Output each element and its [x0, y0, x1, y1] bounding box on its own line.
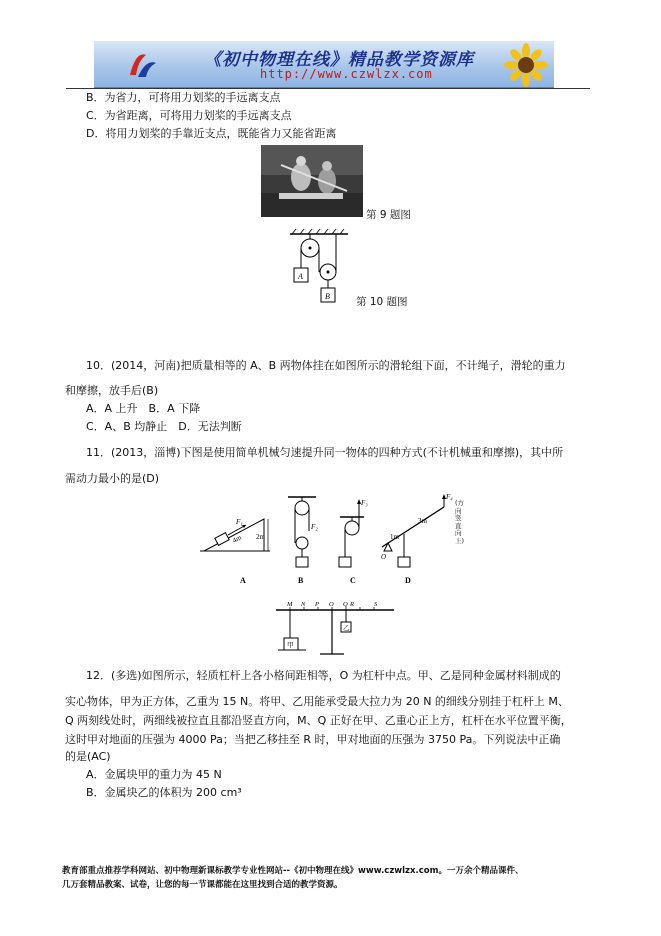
q10-stem-line1: 10．(2014，河南)把质量相等的 A、B 两物体挂在如图所示的滑轮组下面，不计绳子，滑轮的重力: [86, 359, 566, 372]
figure-10-caption: 第 10 题图: [356, 296, 408, 308]
q11-stem-line2: 需动力最小的是(D): [65, 472, 160, 485]
panel-c-fixed-pulley: [339, 499, 368, 567]
panel-label-d: D: [405, 576, 411, 585]
scale-label-s: S: [374, 601, 378, 608]
footer-line2: 几万套精品教案、试卷，让您的每一节课都能在这里找到合适的教学资源。: [62, 880, 343, 890]
scale-label-n: N: [301, 601, 306, 608]
rowing-photo: [261, 145, 363, 217]
header-banner: [94, 41, 554, 88]
banner-title: 《初中物理在线》精品教学资源库: [204, 50, 474, 70]
label-f2: F₂: [311, 523, 318, 531]
panel-a-incline: [200, 518, 270, 551]
label-f4: F₄: [446, 493, 453, 501]
banner-url[interactable]: http://www.czwlzx.com: [260, 67, 433, 81]
label-direction-note: (方向竖直向上): [455, 499, 465, 545]
q12-stem-line5: 的是(AC): [65, 750, 111, 763]
label-1m: 1m: [390, 533, 399, 541]
label-2m: 2m: [256, 533, 265, 541]
label-f3: F₃: [361, 499, 368, 507]
q12-stem-line2: 实心物体，甲为正方体，乙重为 15 N。将甲、乙用能承受最大拉力为 20 N 的细线分别挂于杠杆上 M、: [65, 695, 569, 708]
panel-d-lever: [381, 493, 453, 567]
scale-label-p: P: [315, 601, 319, 608]
scale-label-r: R: [350, 601, 354, 608]
q12-stem-line3: Q 两刻线处时，两细线被拉直且都沿竖直方向，M、Q 正好在甲、乙重心正上方，杠杆在水平位置平衡，: [65, 714, 572, 727]
q12-stem-line4: 这时甲对地面的压强为 4000 Pa；当把乙移挂至 R 时，甲对地面的压强为 3750 Pa。下列说法中正确: [65, 733, 561, 746]
panel-label-c: C: [350, 576, 356, 585]
label-4m: 4m: [231, 533, 243, 545]
panel-label-b: B: [298, 576, 304, 585]
q10-options-cd: C．A、B 均静止 D．无法判断: [86, 420, 242, 433]
site-logo: [124, 45, 162, 83]
lever-diagram-q12: [270, 600, 398, 658]
pulley-diagram-q10: [286, 226, 352, 308]
scale-label-o: O: [329, 601, 334, 608]
panel-label-a: A: [240, 576, 246, 585]
q12-stem-line1: 12．(多选)如图所示，轻质杠杆上各小格间距相等，O 为杠杆中点。甲、乙是同种金属材料制成的: [86, 669, 561, 682]
simple-machines-diagram-q11: [200, 491, 465, 589]
panel-b-pulley-block: [288, 497, 318, 567]
block-jia-label: 甲: [287, 642, 294, 649]
q10-options-ab: A．A 上升 B．A 下降: [86, 402, 201, 415]
footer-line1: 教育部重点推荐学科网站、初中物理新课标教学专业性网站--《初中物理在线》www.czwlzx.com。一万余个精品课件、: [62, 866, 524, 876]
q9-option-c: C．为省距离，可将用力划桨的手远离支点: [86, 109, 292, 122]
block-b-label: B: [325, 292, 330, 301]
q10-stem-line2: 和摩擦，放手后(B): [65, 384, 159, 397]
sunflower-image: [504, 43, 548, 87]
q9-option-d: D．将用力划桨的手靠近支点，既能省力又能省距离: [86, 127, 337, 140]
q12-option-a: A．金属块甲的重力为 45 N: [86, 768, 222, 781]
block-a-label: A: [298, 272, 303, 281]
scale-label-m: M: [287, 601, 293, 608]
label-f1: F₁: [236, 518, 243, 526]
label-pivot-o: O: [381, 553, 387, 561]
scale-label-q: Q: [343, 601, 348, 608]
label-3m: 3m: [418, 517, 427, 525]
q9-option-b: B．为省力，可将用力划桨的手远离支点: [86, 91, 281, 104]
header-divider: [66, 88, 590, 89]
q11-stem-line1: 11．(2013，淄博)下图是使用简单机械匀速提升同一物体的四种方式(不计机械重和摩擦)，其中所: [86, 446, 564, 459]
figure-9-caption: 第 9 题图: [366, 209, 411, 221]
q12-option-b: B．金属块乙的体积为 200 cm³: [86, 786, 242, 799]
block-yi-label: 乙: [343, 625, 350, 632]
